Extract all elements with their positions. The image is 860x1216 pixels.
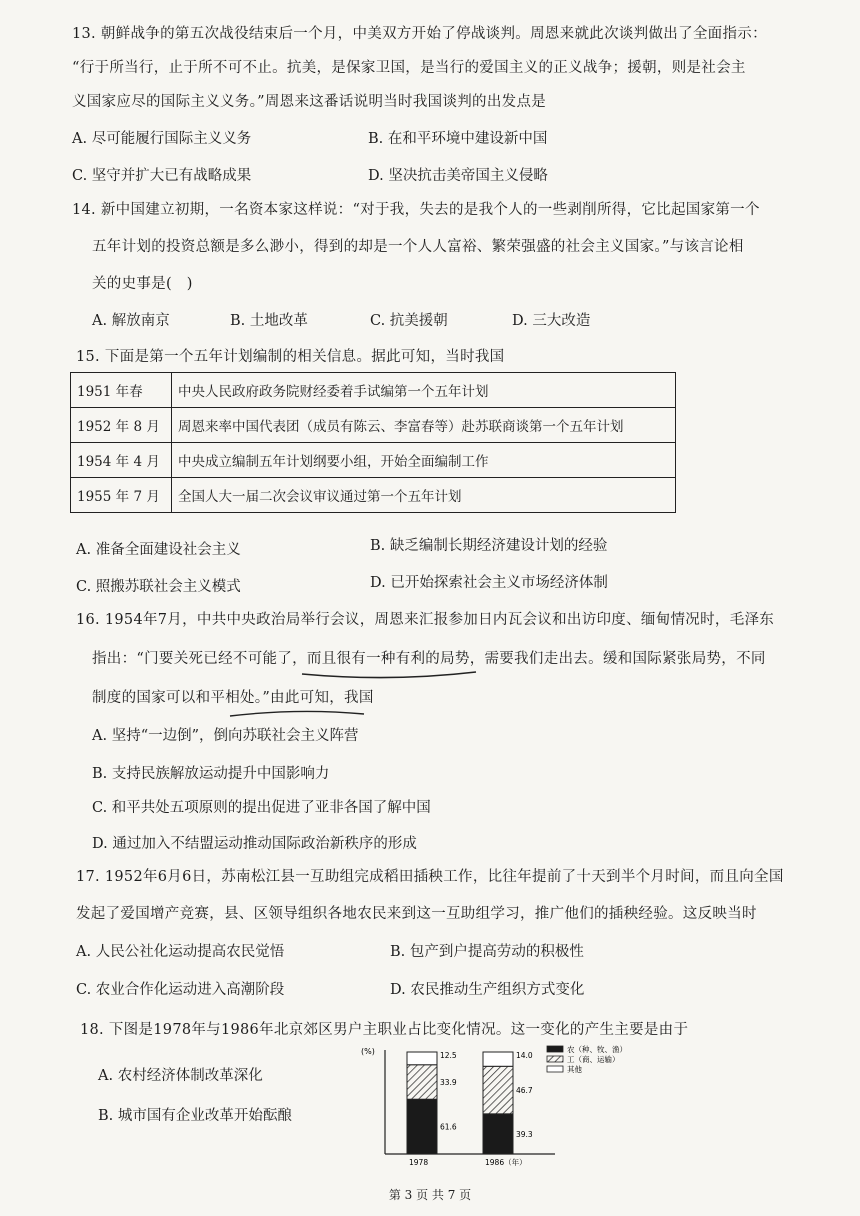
table-row — [71, 408, 676, 443]
q16-option-a[interactable]: A. 坚持“一边倒”，倒向苏联社会主义阵营 — [92, 728, 359, 744]
x-tick-label: 1986（年） — [485, 1158, 527, 1167]
legend-label: 工（商、运输） — [567, 1055, 620, 1064]
bar-value-label: 33.9 — [440, 1078, 457, 1088]
table-row — [71, 478, 676, 513]
table-row — [71, 373, 676, 408]
q13-stem-line-1: 13. 朝鲜战争的第五次战役结束后一个月，中美双方开始了停战谈判。周恩来就此次谈判做出了全面指示： — [72, 26, 767, 42]
q17-option-c[interactable]: C. 农业合作化运动进入高潮阶段 — [76, 982, 285, 998]
q15-stem: 15. 下面是第一个五年计划编制的相关信息。据此可知，当时我国 — [76, 349, 505, 365]
table-row — [71, 443, 676, 478]
bar-segment — [407, 1065, 437, 1100]
q13-option-d[interactable]: D. 坚决抗击美帝国主义侵略 — [368, 168, 548, 184]
q13-option-b[interactable]: B. 在和平环境中建设新中国 — [368, 131, 548, 147]
q16-stem-line-3: 制度的国家可以和平相处。”由此可知，我国 — [92, 690, 374, 706]
bar-segment — [407, 1052, 437, 1065]
bar-value-label: 12.5 — [440, 1051, 457, 1060]
q15-option-c[interactable]: C. 照搬苏联社会主义模式 — [76, 579, 241, 595]
q14-stem-line-3: 关的史事是( ) — [92, 276, 193, 292]
q13-stem-line-3: 义国家应尽的国际主义义务。”周恩来这番话说明当时我国谈判的出发点是 — [72, 94, 547, 110]
bar-value-label: 14.0 — [516, 1051, 533, 1060]
legend-label: 农（种、牧、渔） — [567, 1045, 627, 1054]
q17-stem-line-1: 17. 1952年6月6日，苏南松江县一互助组完成稻田插秧工作，比往年提前了十天到半个月时间，而且向全国 — [76, 869, 784, 885]
bar-segment — [483, 1114, 513, 1154]
table-cell-event: 周恩来率中国代表团（成员有陈云、李富春等）赴苏联商谈第一个五年计划 — [172, 408, 676, 443]
handwritten-underline-mark — [228, 708, 368, 720]
table-cell-event: 中央人民政府政务院财经委着手试编第一个五年计划 — [172, 373, 676, 408]
q17-option-a[interactable]: A. 人民公社化运动提高农民觉悟 — [76, 944, 285, 960]
bar-value-label: 39.3 — [516, 1129, 533, 1139]
q17-option-b[interactable]: B. 包产到户提高劳动的积极性 — [390, 944, 584, 960]
table-cell-event: 全国人大一届二次会议审议通过第一个五年计划 — [172, 478, 676, 513]
table-cell-date: 1955 年 7 月 — [71, 478, 172, 513]
table-cell-date: 1952 年 8 月 — [71, 408, 172, 443]
q16-option-b[interactable]: B. 支持民族解放运动提升中国影响力 — [92, 766, 330, 782]
occupation-stacked-bar-chart — [355, 1042, 685, 1168]
q14-option-d[interactable]: D. 三大改造 — [512, 313, 591, 329]
q18-stem: 18. 下图是1978年与1986年北京郊区男户主职业占比变化情况。这一变化的产生主要是由于 — [80, 1022, 689, 1038]
handwritten-underline-mark — [300, 668, 480, 682]
q13-stem-line-2: “行于所当行，止于所不可不止。抗美，是保家卫国，是当行的爱国主义的正义战争；援朝，则是社会主 — [72, 60, 746, 76]
legend-swatch — [547, 1056, 563, 1062]
table-cell-date: 1954 年 4 月 — [71, 443, 172, 478]
chart-unit-label: (%) — [361, 1047, 375, 1056]
q13-option-c[interactable]: C. 坚守并扩大已有战略成果 — [72, 168, 252, 184]
q15-option-a[interactable]: A. 准备全面建设社会主义 — [76, 542, 241, 558]
legend-swatch — [547, 1066, 563, 1072]
q14-option-c[interactable]: C. 抗美援朝 — [370, 313, 448, 329]
legend-label: 其他 — [567, 1065, 582, 1074]
bar-segment — [483, 1066, 513, 1114]
bar-value-label: 46.7 — [516, 1086, 533, 1096]
legend-swatch — [547, 1046, 563, 1052]
q14-stem-line-2: 五年计划的投资总额是多么渺小，得到的却是一个人人富裕、繁荣强盛的社会主义国家。”与该言论相 — [92, 239, 744, 255]
q14-stem-line-1: 14. 新中国建立初期，一名资本家这样说：“对于我，失去的是我个人的一些剥削所得，它比起国家第一个 — [72, 202, 760, 218]
table-cell-event: 中央成立编制五年计划纲要小组，开始全面编制工作 — [172, 443, 676, 478]
q16-option-d[interactable]: D. 通过加入不结盟运动推动国际政治新秩序的形成 — [92, 836, 417, 852]
q15-option-d[interactable]: D. 已开始探索社会主义市场经济体制 — [370, 575, 608, 591]
bar-segment — [483, 1052, 513, 1066]
x-tick-label: 1978 — [409, 1158, 429, 1167]
q17-option-d[interactable]: D. 农民推动生产组织方式变化 — [390, 982, 585, 998]
q13-option-a[interactable]: A. 尽可能履行国际主义义务 — [72, 131, 252, 147]
q17-stem-line-2: 发起了爱国增产竞赛，县、区领导组织各地农民来到这一互助组学习，推广他们的插秧经验。这反映当时 — [76, 906, 757, 922]
q18-option-b[interactable]: B. 城市国有企业改革开始酝酿 — [98, 1108, 292, 1124]
q14-option-b[interactable]: B. 土地改革 — [230, 313, 308, 329]
page-footer: 第 3 页 共 7 页 — [388, 1188, 472, 1202]
table-cell-date: 1951 年春 — [71, 373, 172, 408]
bar-value-label: 61.6 — [440, 1122, 457, 1132]
q18-option-a[interactable]: A. 农村经济体制改革深化 — [98, 1068, 263, 1084]
q14-option-a[interactable]: A. 解放南京 — [92, 313, 170, 329]
q16-stem-line-1: 16. 1954年7月，中共中央政治局举行会议，周恩来汇报参加日内瓦会议和出访印度、缅甸情况时，毛泽东 — [76, 612, 775, 628]
bar-segment — [407, 1099, 437, 1154]
five-year-plan-table — [70, 372, 676, 513]
q16-option-c[interactable]: C. 和平共处五项原则的提出促进了亚非各国了解中国 — [92, 800, 431, 816]
q15-option-b[interactable]: B. 缺乏编制长期经济建设计划的经验 — [370, 538, 608, 554]
q16-stem-line-2: 指出：“门要关死已经不可能了，而且很有一种有利的局势，需要我们走出去。缓和国际紧张局势，不同 — [92, 651, 766, 667]
